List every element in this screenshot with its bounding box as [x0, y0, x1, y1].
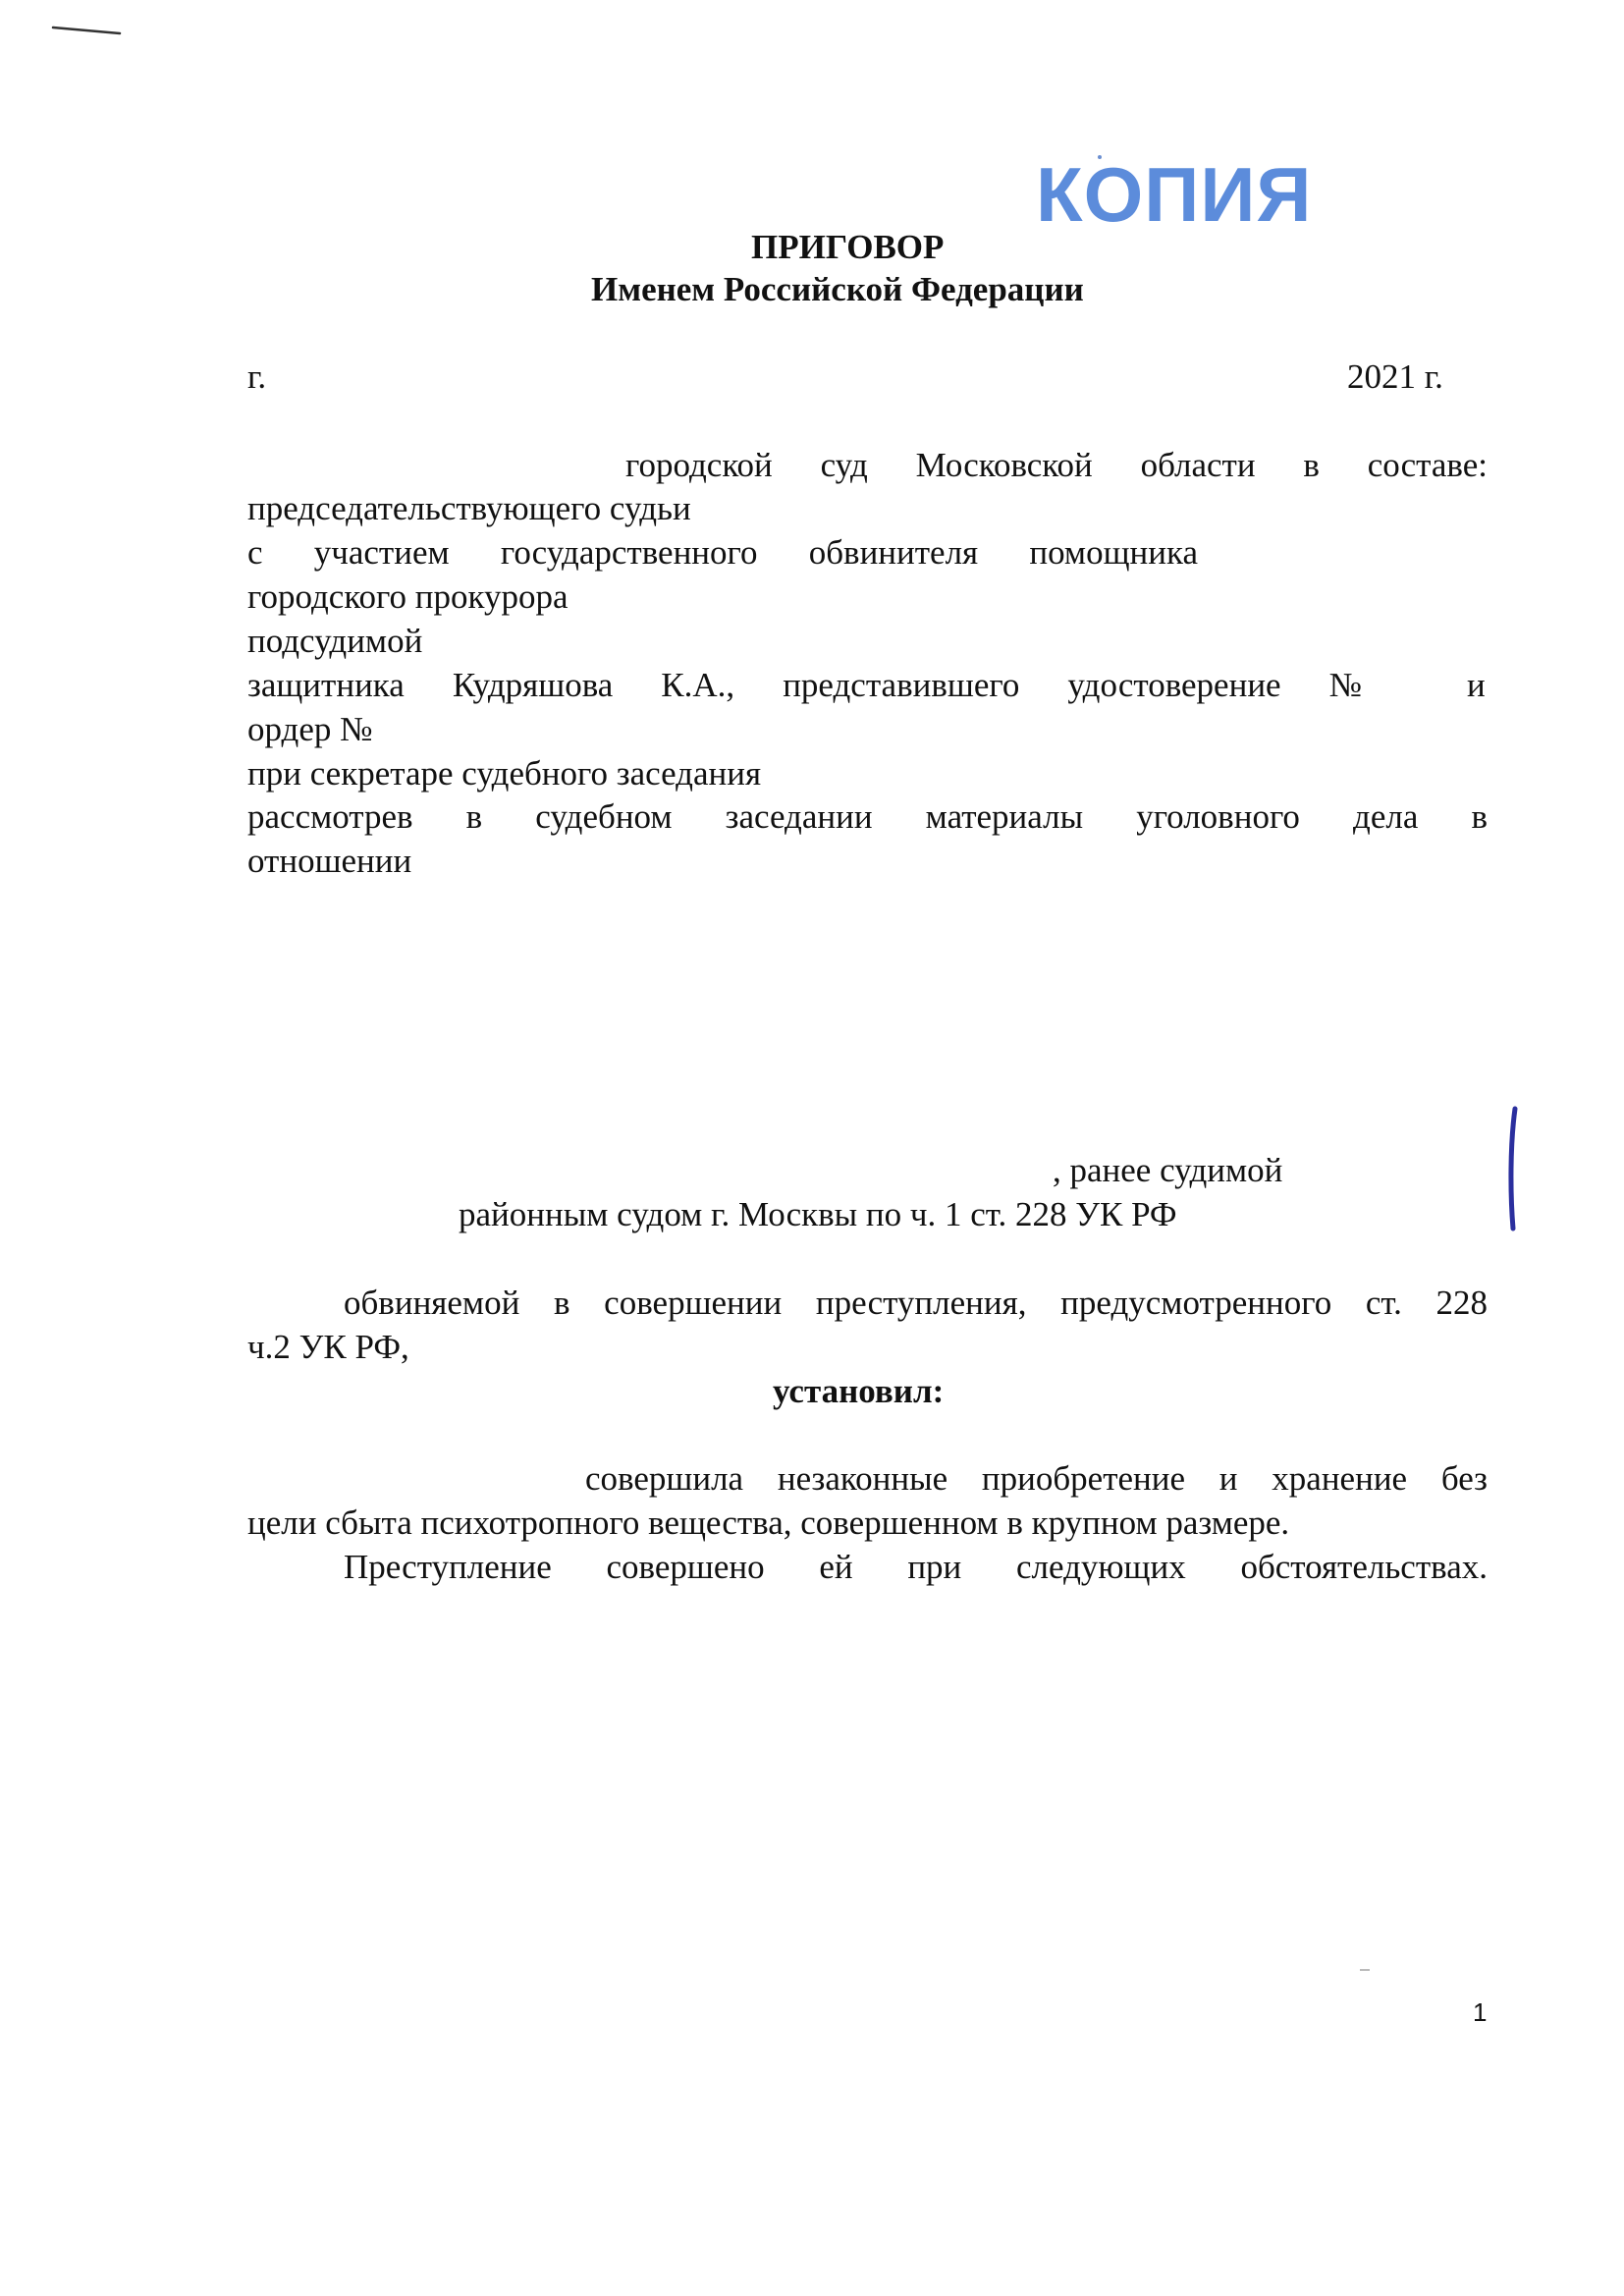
page-number: 1: [1473, 1997, 1488, 2027]
findings-line-2: цели сбыта психотропного вещества, совершенном в крупном размере.: [247, 1503, 1290, 1542]
ruling-heading: установил:: [773, 1372, 945, 1410]
presiding-judge-line: председательствующего судьи: [247, 489, 691, 527]
document-subtitle: Именем Российской Федерации: [591, 270, 1084, 308]
order-line: ордер №: [247, 710, 373, 748]
margin-pen-mark: [1507, 1105, 1519, 1232]
prior-court: районным судом г. Москвы по ч. 1 ст. 228 УК РФ: [459, 1195, 1177, 1233]
date: 2021 г.: [1347, 357, 1443, 396]
prior-conviction: , ранее судимой: [1053, 1151, 1283, 1189]
considered-line: рассмотрев в судебном заседании материалы уголовного дела в: [247, 797, 1488, 836]
findings-line-1: совершила незаконные приобретение и хранение без: [585, 1459, 1488, 1498]
secretary-line: при секретаре судебного заседания: [247, 754, 762, 793]
defender-line: защитника Кудряшова К.А., представившего удостоверение №: [247, 666, 1362, 704]
prosecutor-line: с участием государственного обвинителя помощника: [247, 533, 1198, 572]
copy-stamp: КОПИЯ: [1036, 151, 1313, 238]
city-prosecutor-line: городского прокурора: [247, 577, 568, 616]
charge-line-1: обвиняемой в совершении преступления, предусмотренного ст. 228: [344, 1284, 1488, 1322]
charge-line-2: ч.2 УК РФ,: [247, 1328, 409, 1366]
scan-speck: [1360, 1969, 1370, 1971]
pen-stroke-mark: [51, 22, 122, 37]
defendant-line: подсудимой: [247, 622, 423, 660]
court-line: городской суд Московской области в составе:: [625, 446, 1488, 484]
regarding-line: отношении: [247, 842, 412, 880]
city: г.: [247, 357, 267, 396]
defender-line-and: и: [1467, 666, 1486, 704]
findings-line-3: Преступление совершено ей при следующих обстоятельствах.: [344, 1548, 1488, 1586]
document-title: ПРИГОВОР: [751, 228, 945, 266]
